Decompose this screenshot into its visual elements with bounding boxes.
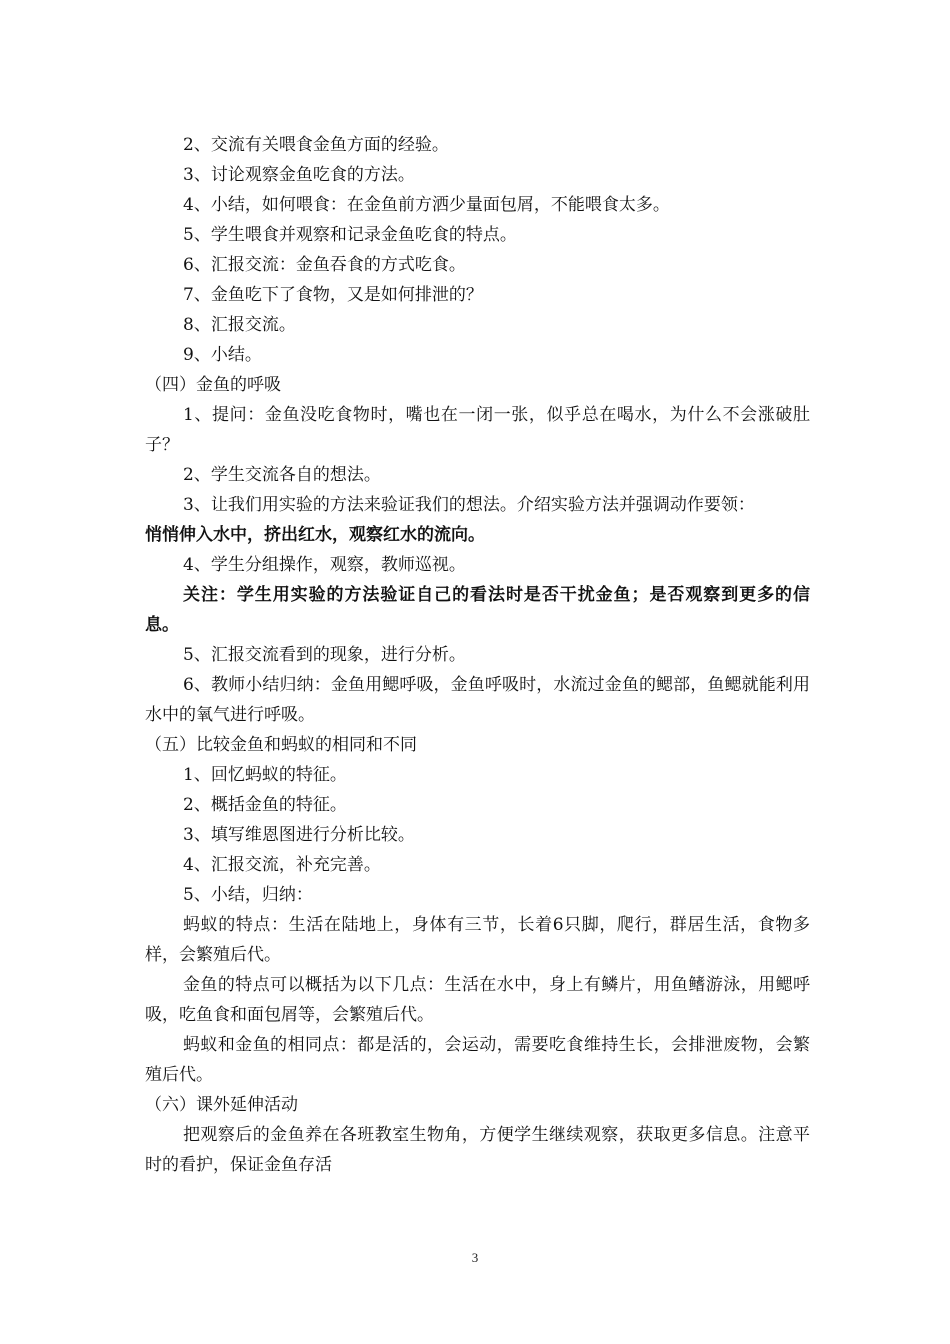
paragraph: 3、让我们用实验的方法来验证我们的想法。介绍实验方法并强调动作要领： — [183, 495, 755, 515]
paragraph: 5、学生喂食并观察和记录金鱼吃食的特点。 — [183, 225, 517, 245]
paragraph: 2、概括金鱼的特征。 — [183, 795, 347, 815]
paragraph: 3、讨论观察金鱼吃食的方法。 — [183, 165, 415, 185]
section-heading: （四）金鱼的呼吸 — [145, 375, 281, 395]
paragraph: 2、学生交流各自的想法。 — [183, 465, 381, 485]
section-heading: （五）比较金鱼和蚂蚁的相同和不同 — [145, 735, 417, 755]
paragraph: 2、交流有关喂食金鱼方面的经验。 — [183, 135, 449, 155]
paragraph: 6、汇报交流：金鱼吞食的方式吃食。 — [183, 255, 466, 275]
page-number: 3 — [471, 1250, 479, 1265]
paragraph: 5、小结，归纳： — [183, 885, 313, 905]
paragraph: 关注：学生用实验的方法验证自己的看法时是否干扰金鱼；是否观察到更多的信息。 — [145, 585, 810, 635]
section-heading: 悄悄伸入水中，挤出红水，观察红水的流向。 — [145, 525, 485, 545]
paragraph: 4、汇报交流，补充完善。 — [183, 855, 381, 875]
paragraph: 5、汇报交流看到的现象，进行分析。 — [183, 645, 466, 665]
paragraph: 1、回忆蚂蚁的特征。 — [183, 765, 347, 785]
paragraph: 4、小结，如何喂食：在金鱼前方洒少量面包屑，不能喂食太多。 — [183, 195, 670, 215]
paragraph: 蚂蚁和金鱼的相同点：都是活的，会运动，需要吃食维持生长，会排泄废物，会繁殖后代。 — [145, 1035, 810, 1085]
paragraph: 8、汇报交流。 — [183, 315, 296, 335]
paragraph: 3、填写维恩图进行分析比较。 — [183, 825, 415, 845]
paragraph: 6、教师小结归纳：金鱼用鳃呼吸，金鱼呼吸时，水流过金鱼的鳃部，鱼鳃就能利用水中的氧气进行呼吸。 — [145, 675, 810, 725]
section-heading: （六）课外延伸活动 — [145, 1095, 298, 1115]
paragraph: 9、小结。 — [183, 345, 262, 365]
paragraph: 7、金鱼吃下了食物，又是如何排泄的？ — [183, 285, 483, 305]
paragraph: 把观察后的金鱼养在各班教室生物角，方便学生继续观察，获取更多信息。注意平时的看护，保证金鱼存活 — [145, 1125, 810, 1175]
paragraph: 4、学生分组操作，观察，教师巡视。 — [183, 555, 466, 575]
paragraph: 金鱼的特点可以概括为以下几点：生活在水中，身上有鳞片，用鱼鳍游泳，用鳃呼吸，吃鱼食和面包屑等，会繁殖后代。 — [145, 975, 810, 1025]
paragraph: 蚂蚁的特点：生活在陆地上，身体有三节，长着6只脚，爬行，群居生活，食物多样，会繁殖后代。 — [145, 915, 810, 965]
document-body — [145, 130, 810, 1180]
paragraph: 1、提问：金鱼没吃食物时，嘴也在一闭一张，似乎总在喝水，为什么不会涨破肚子？ — [145, 405, 810, 455]
